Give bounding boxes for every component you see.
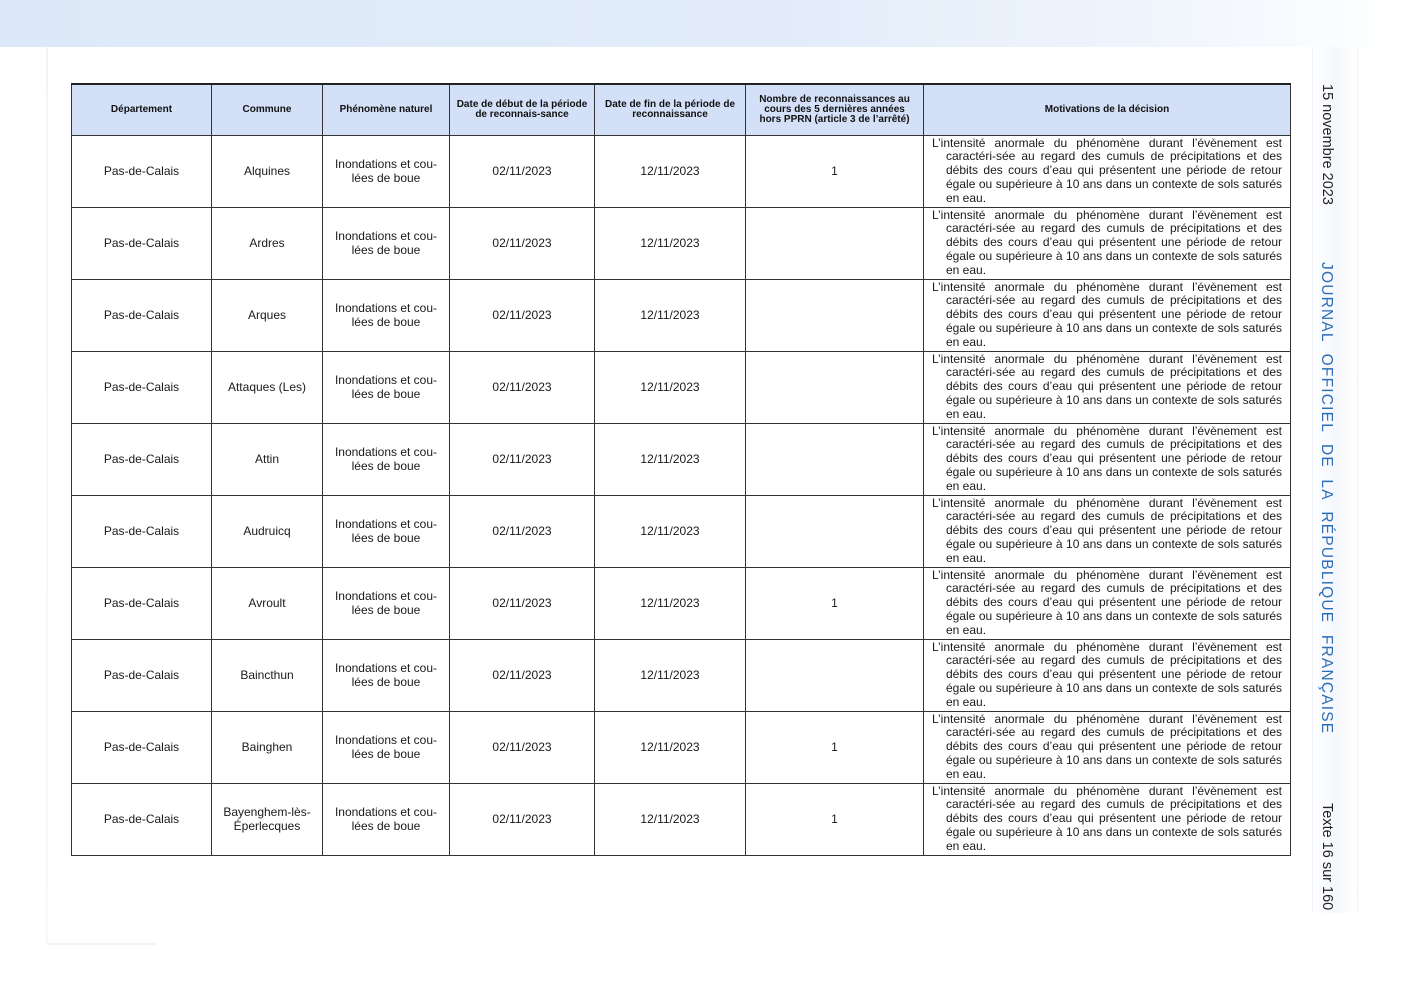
cell-motivation: [924, 711, 1291, 783]
cell-date-debut: 02/11/2023: [450, 351, 595, 423]
cell-departement: Pas-de-Calais: [72, 783, 212, 855]
table-row: [72, 711, 1291, 783]
cell-phenomene: Inondations et cou-lées de boue: [323, 567, 450, 639]
header-phenomene: Phénomène naturel: [323, 84, 450, 135]
cell-departement: Pas-de-Calais: [72, 207, 212, 279]
cell-commune: Attaques (Les): [212, 351, 323, 423]
cell-nombre: [746, 639, 924, 711]
cell-departement: Pas-de-Calais: [72, 567, 212, 639]
table-row: [72, 639, 1291, 711]
table-row: [72, 423, 1291, 495]
cell-commune: Baincthun: [212, 639, 323, 711]
table-row: [72, 351, 1291, 423]
cell-motivation: [924, 639, 1291, 711]
cell-departement: Pas-de-Calais: [72, 495, 212, 567]
cell-date-fin: 12/11/2023: [595, 783, 746, 855]
table-row: [72, 135, 1291, 207]
cell-commune: Bayenghem-lès-Éperlecques: [212, 783, 323, 855]
cell-nombre: [746, 495, 924, 567]
header-commune: Commune: [212, 84, 323, 135]
cell-date-fin: 12/11/2023: [595, 135, 746, 207]
cell-motivation: [924, 567, 1291, 639]
motivation-text: L’intensité anormale du phénomène durant l’évènement est caractéri-sée au regard des cumuls de précipitations et des débits des cours d’eau qui présentent une période de retour égale ou supérieure à 10 ans dans un contexte de sols saturés en eau.: [932, 639, 1282, 709]
cell-nombre: [746, 423, 924, 495]
motivation-text: L’intensité anormale du phénomène durant l’évènement est caractéri-sée au regard des cumuls de précipitations et des débits des cours d’eau qui présentent une période de retour égale ou supérieure à 10 ans dans un contexte de sols saturés en eau.: [932, 567, 1282, 637]
table-row: [72, 783, 1291, 855]
cell-date-debut: 02/11/2023: [450, 279, 595, 351]
cell-date-debut: 02/11/2023: [450, 711, 595, 783]
cell-phenomene: Inondations et cou-lées de boue: [323, 135, 450, 207]
cell-motivation: [924, 351, 1291, 423]
cell-commune: Ardres: [212, 207, 323, 279]
table-row: [72, 279, 1291, 351]
cell-commune: Attin: [212, 423, 323, 495]
header-date-debut: Date de début de la période de reconnais-sance: [450, 84, 595, 135]
header-date-fin: Date de fin de la période de reconnaissance: [595, 84, 746, 135]
table-row: [72, 495, 1291, 567]
publication-date: 15 novembre 2023: [1319, 84, 1335, 205]
cell-date-fin: 12/11/2023: [595, 207, 746, 279]
cell-motivation: [924, 495, 1291, 567]
page-edge: [46, 47, 48, 945]
cell-phenomene: Inondations et cou-lées de boue: [323, 495, 450, 567]
header-nombre: Nombre de reconnaissances au cours des 5 dernières années hors PPRN (article 3 de l’arrêté): [746, 84, 924, 135]
cell-date-debut: 02/11/2023: [450, 567, 595, 639]
cell-date-fin: 12/11/2023: [595, 279, 746, 351]
cell-nombre: [746, 279, 924, 351]
motivation-text: L’intensité anormale du phénomène durant l’évènement est caractéri-sée au regard des cumuls de précipitations et des débits des cours d’eau qui présentent une période de retour égale ou supérieure à 10 ans dans un contexte de sols saturés en eau.: [932, 207, 1282, 277]
cell-motivation: [924, 783, 1291, 855]
cell-date-debut: 02/11/2023: [450, 423, 595, 495]
cell-date-fin: 12/11/2023: [595, 711, 746, 783]
cell-phenomene: Inondations et cou-lées de boue: [323, 279, 450, 351]
journal-title: JOURNAL OFFICIEL DE LA RÉPUBLIQUE FRANÇAISE: [1318, 262, 1335, 735]
header-row: [72, 84, 1291, 135]
page-edge-bottom: [46, 943, 156, 945]
cell-departement: Pas-de-Calais: [72, 711, 212, 783]
cell-date-fin: 12/11/2023: [595, 567, 746, 639]
motivation-text: L’intensité anormale du phénomène durant l’évènement est caractéri-sée au regard des cumuls de précipitations et des débits des cours d’eau qui présentent une période de retour égale ou supérieure à 10 ans dans un contexte de sols saturés en eau.: [932, 135, 1282, 205]
cell-commune: Bainghen: [212, 711, 323, 783]
cell-phenomene: Inondations et cou-lées de boue: [323, 711, 450, 783]
cell-nombre: 1: [746, 783, 924, 855]
cell-commune: Audruicq: [212, 495, 323, 567]
cell-date-debut: 02/11/2023: [450, 135, 595, 207]
cell-phenomene: Inondations et cou-lées de boue: [323, 207, 450, 279]
motivation-text: L’intensité anormale du phénomène durant l’évènement est caractéri-sée au regard des cumuls de précipitations et des débits des cours d’eau qui présentent une période de retour égale ou supérieure à 10 ans dans un contexte de sols saturés en eau.: [932, 279, 1282, 349]
cell-departement: Pas-de-Calais: [72, 423, 212, 495]
page-indicator: Texte 16 sur 160: [1319, 803, 1335, 911]
cell-date-debut: 02/11/2023: [450, 207, 595, 279]
cell-date-debut: 02/11/2023: [450, 639, 595, 711]
cell-commune: Alquines: [212, 135, 323, 207]
cell-phenomene: Inondations et cou-lées de boue: [323, 423, 450, 495]
cell-nombre: 1: [746, 567, 924, 639]
motivation-text: L’intensité anormale du phénomène durant l’évènement est caractéri-sée au regard des cumuls de précipitations et des débits des cours d’eau qui présentent une période de retour égale ou supérieure à 10 ans dans un contexte de sols saturés en eau.: [932, 495, 1282, 565]
cell-date-debut: 02/11/2023: [450, 783, 595, 855]
cell-date-fin: 12/11/2023: [595, 495, 746, 567]
header-departement: Département: [72, 84, 212, 135]
cell-phenomene: Inondations et cou-lées de boue: [323, 639, 450, 711]
cell-commune: Avroult: [212, 567, 323, 639]
motivation-text: L’intensité anormale du phénomène durant l’évènement est caractéri-sée au regard des cumuls de précipitations et des débits des cours d’eau qui présentent une période de retour égale ou supérieure à 10 ans dans un contexte de sols saturés en eau.: [932, 711, 1282, 781]
cell-motivation: [924, 423, 1291, 495]
table-row: [72, 567, 1291, 639]
cell-date-fin: 12/11/2023: [595, 351, 746, 423]
cell-date-fin: 12/11/2023: [595, 423, 746, 495]
header-motivations: Motivations de la décision: [924, 84, 1291, 135]
cell-date-debut: 02/11/2023: [450, 495, 595, 567]
top-band: [0, 0, 1403, 47]
motivation-text: L’intensité anormale du phénomène durant l’évènement est caractéri-sée au regard des cumuls de précipitations et des débits des cours d’eau qui présentent une période de retour égale ou supérieure à 10 ans dans un contexte de sols saturés en eau.: [932, 351, 1282, 421]
cell-motivation: [924, 135, 1291, 207]
cell-motivation: [924, 279, 1291, 351]
cell-date-fin: 12/11/2023: [595, 639, 746, 711]
cell-departement: Pas-de-Calais: [72, 639, 212, 711]
recognition-table: [71, 83, 1291, 856]
cell-nombre: [746, 351, 924, 423]
cell-phenomene: Inondations et cou-lées de boue: [323, 783, 450, 855]
cell-commune: Arques: [212, 279, 323, 351]
cell-departement: Pas-de-Calais: [72, 135, 212, 207]
cell-motivation: [924, 207, 1291, 279]
cell-nombre: 1: [746, 135, 924, 207]
cell-phenomene: Inondations et cou-lées de boue: [323, 351, 450, 423]
table-body: [72, 135, 1291, 855]
table-row: [72, 207, 1291, 279]
motivation-text: L’intensité anormale du phénomène durant l’évènement est caractéri-sée au regard des cumuls de précipitations et des débits des cours d’eau qui présentent une période de retour égale ou supérieure à 10 ans dans un contexte de sols saturés en eau.: [932, 783, 1282, 853]
cell-nombre: 1: [746, 711, 924, 783]
cell-nombre: [746, 207, 924, 279]
cell-departement: Pas-de-Calais: [72, 279, 212, 351]
motivation-text: L’intensité anormale du phénomène durant l’évènement est caractéri-sée au regard des cumuls de précipitations et des débits des cours d’eau qui présentent une période de retour égale ou supérieure à 10 ans dans un contexte de sols saturés en eau.: [932, 423, 1282, 493]
table-header: [72, 84, 1291, 135]
cell-departement: Pas-de-Calais: [72, 351, 212, 423]
